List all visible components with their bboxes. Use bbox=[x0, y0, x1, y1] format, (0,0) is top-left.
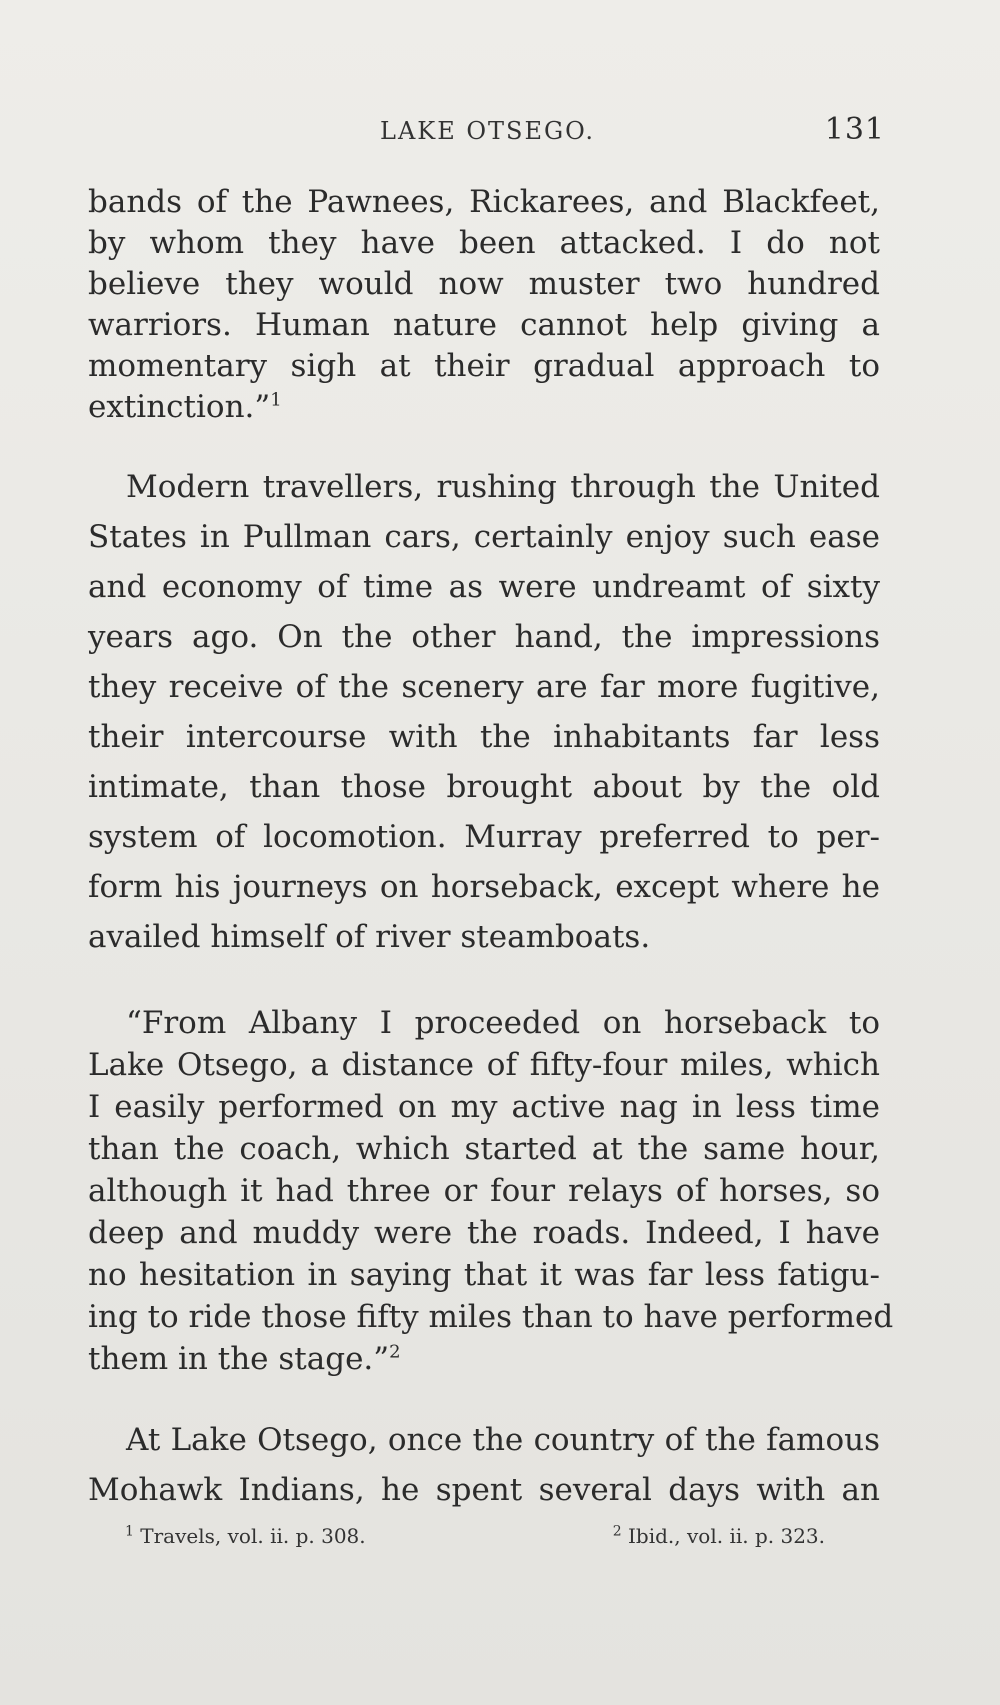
footnote-mark: 1 bbox=[125, 1523, 134, 1540]
text-line: bands of the Pawnees, Rickarees, and Blackfeet, bbox=[88, 184, 880, 220]
text-line: momentary sigh at their gradual approach to bbox=[88, 348, 880, 384]
footnote-text: Ibid., vol. ii. p. 323. bbox=[628, 1524, 825, 1548]
text-line: although it had three or four relays of horses, so bbox=[88, 1173, 880, 1209]
text-line: deep and muddy were the roads. Indeed, I have bbox=[88, 1215, 880, 1251]
text-line: than the coach, which started at the same hour, bbox=[88, 1131, 880, 1167]
text-line: system of locomotion. Murray preferred to per- bbox=[88, 819, 880, 855]
text-line: extinction.” bbox=[88, 389, 271, 425]
paragraph-modern-travellers bbox=[88, 462, 880, 962]
text-line: States in Pullman cars, certainly enjoy such ease bbox=[88, 519, 880, 555]
text-line-with-note bbox=[88, 1338, 880, 1380]
footnote bbox=[613, 1524, 825, 1548]
text-line: ing to ride those fifty miles than to have performed bbox=[88, 1299, 894, 1335]
text-line-with-note bbox=[88, 387, 880, 428]
text-line: and economy of time as were undreamt of sixty bbox=[88, 569, 880, 605]
footnote bbox=[125, 1524, 366, 1548]
page-number: 131 bbox=[824, 112, 885, 147]
text-line: Lake Otsego, a distance of fifty-four miles, which bbox=[88, 1047, 880, 1083]
text-line: intimate, than those brought about by the old bbox=[88, 769, 880, 805]
footnote-mark: 2 bbox=[612, 1523, 622, 1540]
footnote-text: Travels, vol. ii. p. 308. bbox=[140, 1524, 366, 1548]
text-line: form his journeys on horseback, except where he bbox=[88, 869, 880, 905]
text-line: years ago. On the other hand, the impressions bbox=[88, 619, 880, 655]
paragraph-lake-otsego bbox=[88, 1415, 880, 1515]
running-head: LAKE OTSEGO. bbox=[380, 117, 596, 145]
text-line: Mohawk Indians, he spent several days with an bbox=[88, 1472, 880, 1508]
text-line: them in the stage.” bbox=[88, 1341, 390, 1377]
text-line: believe they would now muster two hundred bbox=[88, 266, 880, 302]
text-line: availed himself of river steamboats. bbox=[88, 919, 651, 955]
text-line: no hesitation in saying that it was far less fatigu- bbox=[88, 1257, 880, 1293]
footnote-reference: 1 bbox=[270, 389, 282, 411]
text-line: Modern travellers, rushing through the United bbox=[126, 469, 880, 505]
footnotes bbox=[125, 1524, 825, 1548]
text-line: I easily performed on my active nag in less time bbox=[88, 1089, 880, 1125]
paragraph-quotation bbox=[88, 1002, 894, 1380]
text-line: they receive of the scenery are far more fugitive, bbox=[88, 669, 880, 705]
text-line: “From Albany I proceeded on horseback to bbox=[126, 1005, 880, 1041]
footnote-reference: 2 bbox=[389, 1341, 401, 1363]
text-line: At Lake Otsego, once the country of the famous bbox=[126, 1422, 880, 1458]
text-line: their intercourse with the inhabitants far less bbox=[88, 719, 880, 755]
text-line: by whom they have been attacked. I do not bbox=[88, 225, 880, 261]
text-line: warriors. Human nature cannot help giving a bbox=[88, 307, 880, 343]
paragraph-continuation bbox=[88, 182, 880, 428]
